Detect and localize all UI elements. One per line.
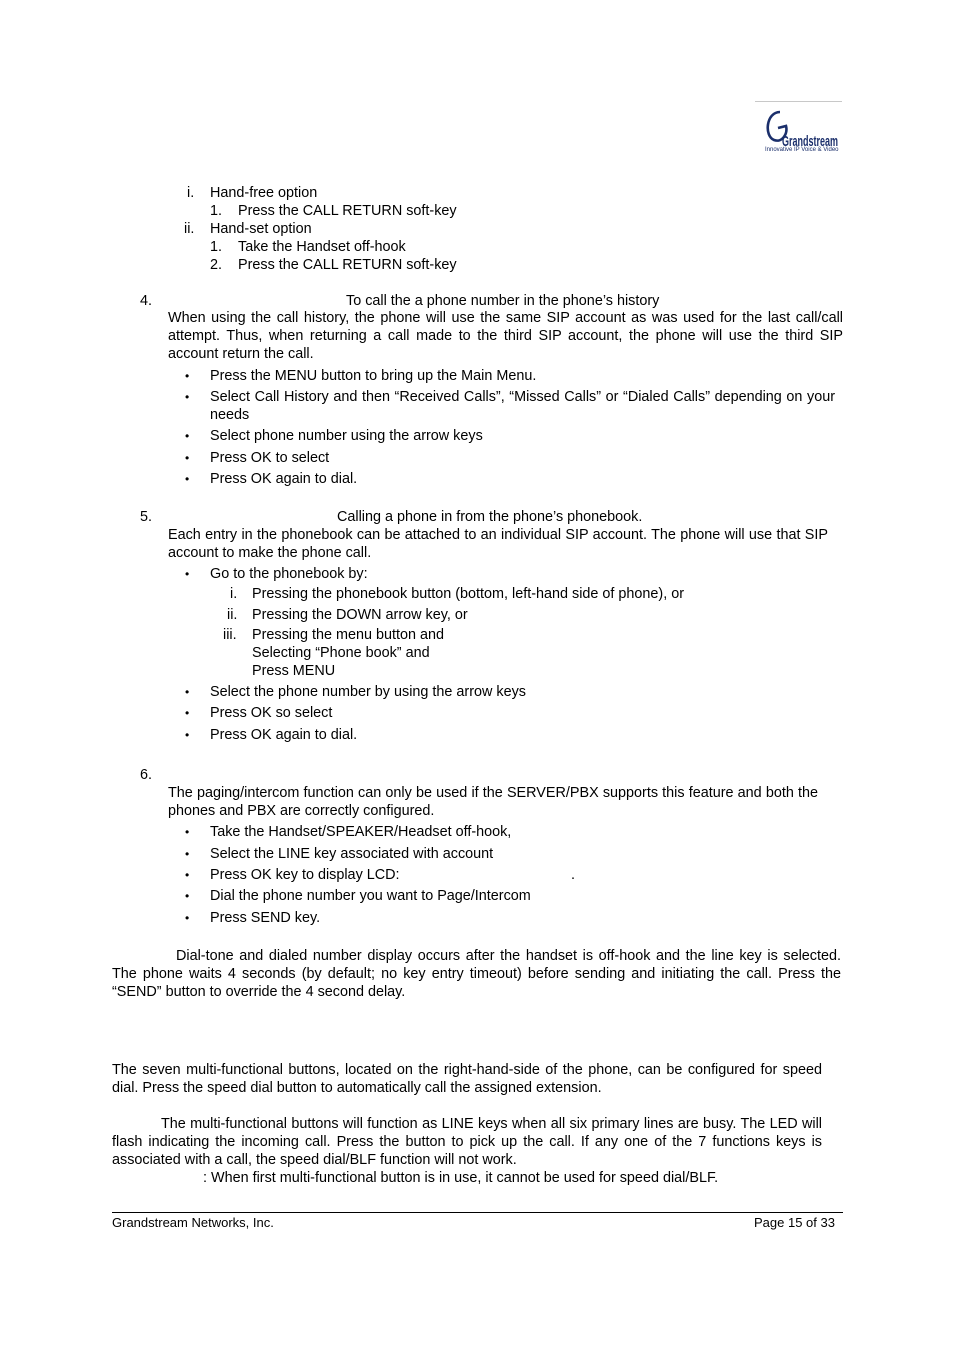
- list-item: Pressing the phonebook button (bottom, left-hand side of phone), or: [252, 586, 685, 602]
- note-paragraph: : When first multi-functional button is in use, it cannot be used for speed dial/BLF.: [203, 1170, 719, 1186]
- list-item: Select the phone number by using the arrow keys: [210, 684, 526, 700]
- bullet: •: [185, 825, 190, 839]
- bullet: •: [185, 889, 190, 903]
- bullet: •: [185, 685, 190, 699]
- section-heading: Calling a phone in from the phone’s phonebook.: [337, 509, 643, 525]
- note-paragraph: Dial-tone and dialed number display occurs after the handset is off-hook and the line key is selected. The phone waits 4 seconds (by default; no key entry timeout) before sending and initiating the call. Press the “SEND” button to override the 4 second delay.: [112, 948, 841, 1000]
- list-item: Press OK again to dial.: [210, 727, 358, 743]
- list-item: Select the LINE key associated with account: [210, 846, 494, 862]
- list-item: Press MENU: [252, 663, 336, 679]
- list-item: Go to the phonebook by:: [210, 566, 368, 582]
- list-item: Press OK key to display LCD:: [210, 867, 400, 883]
- list-item: Dial the phone number you want to Page/Intercom: [210, 888, 531, 904]
- bullet: •: [185, 390, 190, 404]
- list-marker: 2.: [210, 257, 223, 273]
- list-item: Select phone number using the arrow keys: [210, 428, 483, 444]
- bullet: •: [185, 451, 190, 465]
- bullet: •: [185, 429, 190, 443]
- list-item: Hand-free option: [210, 185, 318, 201]
- section-number: 5.: [140, 509, 153, 525]
- section-paragraph: Each entry in the phonebook can be attached to an individual SIP account. The phone will use that SIP account to make the phone call.: [168, 527, 828, 561]
- list-item: Hand-set option: [210, 221, 312, 237]
- bullet: •: [185, 847, 190, 861]
- speed-dial-paragraph: The seven multi-functional buttons, located on the right-hand-side of the phone, can be configured for speed dial. Press the speed dial button to automatically call the assigned extension.: [112, 1062, 822, 1096]
- bullet: •: [185, 911, 190, 925]
- list-item: Take the Handset/SPEAKER/Headset off-hook,: [210, 824, 512, 840]
- note-paragraph: The multi-functional buttons will function as LINE keys when all six primary lines are busy. The LED will flash indicating the incoming call. Press the button to pick up the call. If any one of the 7 functions keys is associated with a call, the speed dial/BLF function will not work.: [112, 1116, 822, 1168]
- bullet: •: [185, 706, 190, 720]
- bullet: •: [185, 567, 190, 581]
- lcd-period: .: [571, 867, 575, 883]
- footer-page-number: Page 15 of 33: [754, 1215, 835, 1230]
- footer-rule: [112, 1212, 843, 1213]
- list-marker: i.: [230, 586, 238, 602]
- list-item: Selecting “Phone book” and: [252, 645, 430, 661]
- list-marker: ii.: [227, 607, 238, 623]
- list-item: Press the MENU button to bring up the Main Menu.: [210, 368, 537, 384]
- bullet: •: [185, 868, 190, 882]
- list-item: Press OK so select: [210, 705, 333, 721]
- section-paragraph: When using the call history, the phone will use the same SIP account as was used for the last call/call attempt. Thus, when returning a call made to the third SIP account, the phone will use the third SIP account return the call.: [168, 310, 843, 362]
- section-number: 6.: [140, 767, 153, 783]
- list-item: Select Call History and then “Received Calls”, “Missed Calls” or “Dialed Calls” depending on your needs: [210, 389, 835, 423]
- logo-wordmark: Grandstream: [782, 133, 838, 150]
- bullet: •: [185, 728, 190, 742]
- header-rule: [755, 101, 842, 102]
- list-item: Press the CALL RETURN soft-key: [238, 203, 457, 219]
- list-marker: 1.: [210, 203, 223, 219]
- list-item: Press OK again to dial.: [210, 471, 358, 487]
- list-item: Press the CALL RETURN soft-key: [238, 257, 457, 273]
- section-paragraph: The paging/intercom function can only be used if the SERVER/PBX supports this feature and both the phones and PBX are correctly configured.: [168, 785, 818, 819]
- list-marker: ii.: [184, 221, 195, 237]
- list-item: Press OK to select: [210, 450, 330, 466]
- list-item: Pressing the DOWN arrow key, or: [252, 607, 468, 623]
- section-heading: To call the a phone number in the phone’s history: [346, 293, 660, 309]
- list-item: Press SEND key.: [210, 910, 321, 926]
- list-item: Take the Handset off-hook: [238, 239, 406, 255]
- list-marker: iii.: [223, 627, 237, 643]
- bullet: •: [185, 472, 190, 486]
- list-marker: i.: [187, 185, 195, 201]
- bullet: •: [185, 369, 190, 383]
- footer-company: Grandstream Networks, Inc.: [112, 1215, 274, 1230]
- list-item: Pressing the menu button and: [252, 627, 445, 643]
- list-marker: 1.: [210, 239, 223, 255]
- logo-tagline: Innovative IP Voice & Video: [765, 147, 839, 153]
- section-number: 4.: [140, 293, 153, 309]
